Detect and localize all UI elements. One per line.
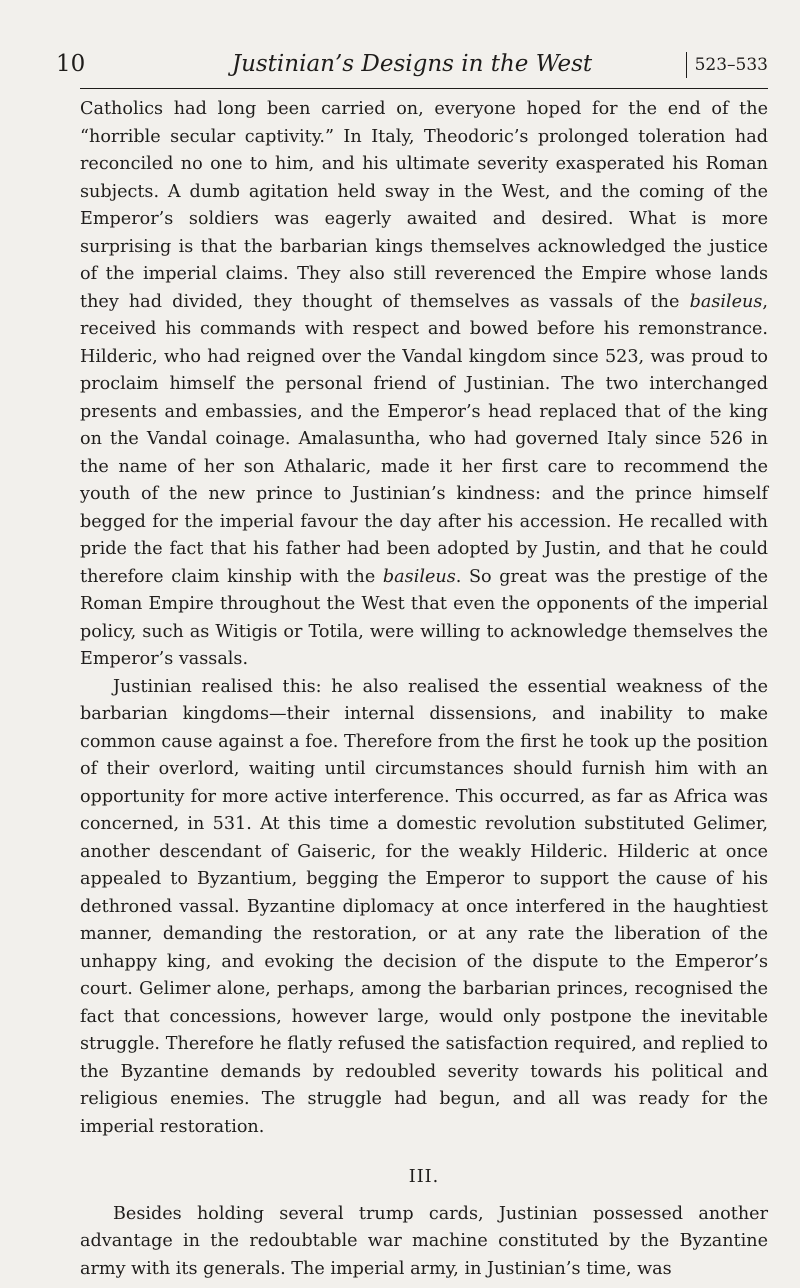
paragraph-3: Besides holding several trump cards, Justinian possessed another advantage in the redoubtable war machine constituted by the Byzantine army with its generals. The imperial army, in Justinian’s time, was xyxy=(80,1203,768,1279)
body-text xyxy=(80,96,768,1283)
paragraph-1-end: . So great was the prestige of the Roman Empire throughout the West that even the opponents of the imperial policy, such as Witigis or Totila, were willing to acknowledge themselves the Emperor’s vassals. xyxy=(80,566,769,669)
running-title: Justinian’s Designs in the West xyxy=(231,51,593,77)
paragraph-1-text: Catholics had long been carried on, everyone hoped for the end of the “horrible secular captivity.” In Italy, Theodoric’s prolonged toleration had reconciled no one to him, and his ultimate severity exasperated his Roman subjects. A dumb agitation held sway in the West, and the coming of the Emperor’s soldiers was eagerly awaited and desired. What is more surprising is that the barbarian kings themselves acknowledged the justice of the imperial claims. They also still reverenced the Empire whose lands they had divided, they thought of themselves as vassals of the xyxy=(80,99,768,312)
paragraph-2: Justinian realised this: he also realised the essential weakness of the barbarian kingdoms—their internal dissensions, and inability to make common cause against a foe. Therefore from the first he took up the position of their overlord, waiting until circumstances should furnish him with an opportunity for more active interference. This occurred, as far as Africa was concerned, in 531. At this time a domestic revolution substituted Gelimer, another descendant of Gaiseric, for the weakly Hilderic. Hilderic at once appealed to Byzantium, begging the Emperor to support the cause of his dethroned vassal. Byzantine diplomacy at once interfered in the haughtiest manner, demanding the restoration, or at any rate the liberation of the unhappy king, and evoking the decision of the dispute to the Emperor’s court. Gelimer alone, perhaps, among the barbarian princes, recognised the fact that concessions, however large, would only postpone the inevitable struggle. Therefore he flatly refused the satisfaction required, and replied to the Byzantine demands by redoubled severity towards his political and religious enemies. The struggle had begun, and all was ready for the imperial restoration. xyxy=(80,676,768,1137)
section-heading: III. xyxy=(408,1167,440,1187)
paragraph-1 xyxy=(80,96,768,674)
header-rule xyxy=(80,88,768,89)
term-basileus: basileus xyxy=(689,291,763,312)
page-range: 523–533 xyxy=(686,52,768,78)
term-basileus: basileus xyxy=(382,566,456,587)
paragraph-1-continuation: , received his commands with respect and bowed before his remonstrance. Hilderic, who had reigned over the Vandal kingdom since 523, was proud to proclaim himself the personal friend of Justinian. The two interchanged presents and embassies, and the Emperor’s head replaced that of the king on the Vandal coinage. Amalasuntha, who had governed Italy since 526 in the name of her son Athalaric, made it her first care to recommend the youth of the new prince to Justinian’s kindness: and the prince himself begged for the imperial favour the day after his accession. He recalled with pride the fact that his father had been adopted by Justin, and that he could therefore claim kinship with the xyxy=(80,291,769,587)
page-number: 10 xyxy=(56,51,86,77)
running-head xyxy=(56,50,768,84)
